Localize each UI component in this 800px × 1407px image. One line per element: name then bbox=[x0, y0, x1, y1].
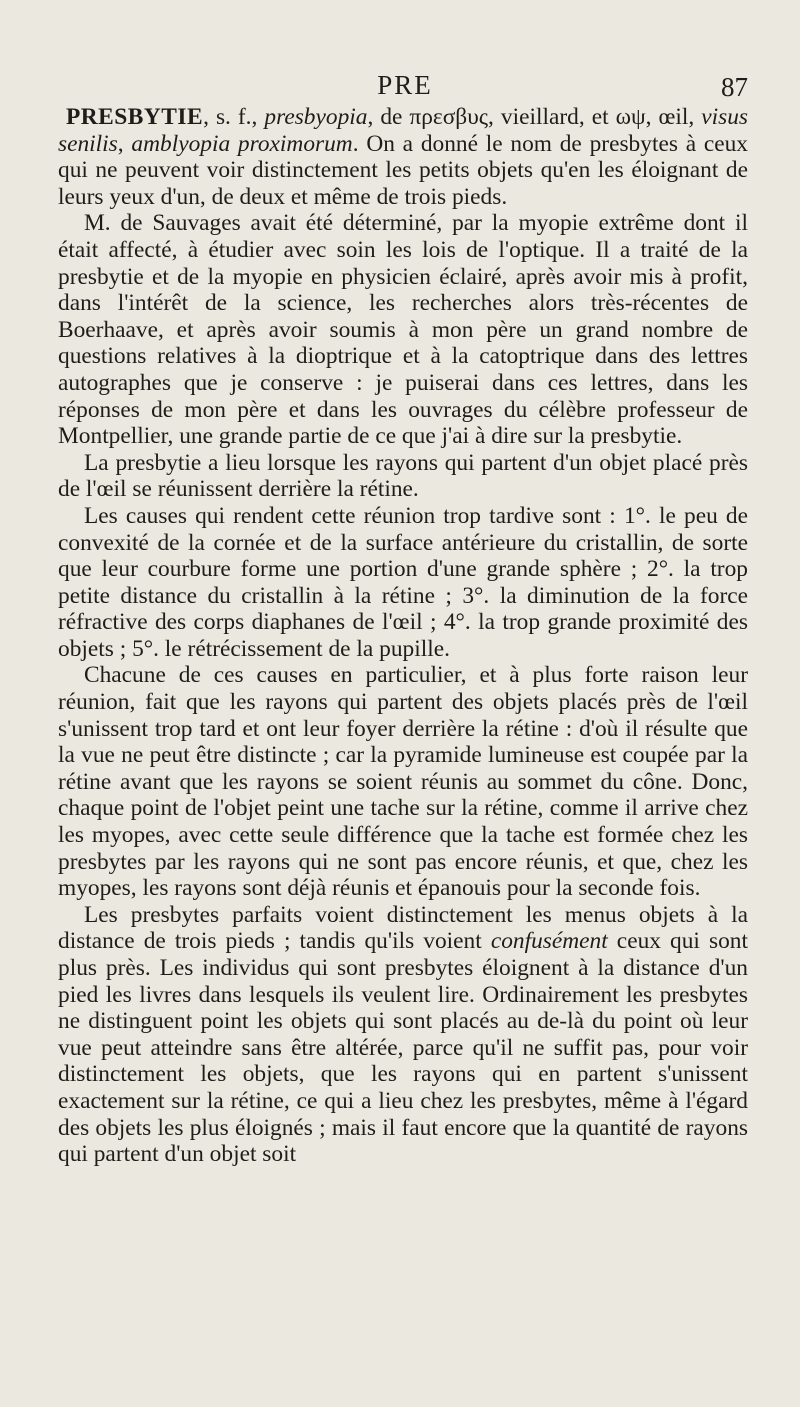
entry-latin-term: visus senilis bbox=[58, 104, 749, 157]
entry-latin-term: amblyopia proximorum bbox=[131, 130, 353, 157]
paragraph-entry bbox=[58, 104, 748, 210]
entry-text: , s. f., bbox=[203, 104, 265, 130]
entry-text: , de πρεσβυς, vieillard, et ωψ, œil, bbox=[367, 104, 702, 130]
paragraph: Chacune de ces causes en particulier, et à plus forte raison leur réunion, fait que les rayons qui partent des objets placés près de l'œil s'unissent trop tard et ont leur foyer derrière la rétine : d'où il résulte que la vue ne peut être distincte ; car la pyramide lumineuse est coupée par la rétine avant que les rayons se soient réunis au sommet du cône. Donc, chaque point de l'objet peint une tache sur la rétine, comme il arrive chez les myopes, avec cette seule différence que la tache est formée chez les presbytes par les rayons qui ne sont pas encore réunis, et que, chez les myopes, les rayons sont déjà réunis et épanouis pour la seconde fois. bbox=[58, 662, 748, 902]
paragraph bbox=[58, 902, 748, 1168]
paragraph: Les causes qui rendent cette réunion trop tardive sont : 1°. le peu de convexité de la cornée et de la surface antérieure du cristallin, de sorte que leur courbure forme une portion d'une grande sphère ; 2°. la trop petite distance du cristallin à la rétine ; 3°. la diminution de la force réfractive des corps diaphanes de l'œil ; 4°. la trop grande proximité des objets ; 5°. le rétrécissement de la pupille. bbox=[58, 502, 748, 662]
paragraph: M. de Sauvages avait été déterminé, par la myopie extrême dont il était affecté, à étudier avec soin les lois de l'optique. Il a traité de la presbytie et de la myopie en physicien éclairé, après avoir mis à profit, dans l'intérêt de la science, les recherches alors très-récentes de Boerhaave, et après avoir soumis à mon père un grand nombre de questions relatives à la dioptrique et à la catoptrique dans des lettres autographes que je conserve : je puiserai dans ces lettres, dans les réponses de mon père et dans les ouvrages du célèbre professeur de Montpellier, une grande partie de ce que j'ai à dire sur la presbytie. bbox=[58, 210, 748, 450]
paragraph-text: ceux qui sont plus près. Les individus qui sont presbytes éloignent à la distance d'un pied les livres dans lesquels ils veulent lire. Ordinairement les presbytes ne distinguent point les objets qui sont placés au de-là du point où leur vue peut atteindre sans être altérée, parce qu'il ne suffit pas, pour voir distinctement les objets, que les rayons qui en partent s'unissent exactement sur la rétine, ce qui a lieu chez les presbytes, même à l'égard des objets les plus éloignés ; mais il faut encore que la quantité de rayons qui partent d'un objet soit bbox=[58, 928, 748, 1168]
running-head-title: PRE bbox=[377, 70, 433, 100]
paragraph-text: Les presbytes parfaits voient distinctement les menus objets à la distance de trois pieds ; tandis qu'ils voient bbox=[58, 901, 748, 955]
body-text bbox=[58, 104, 748, 1168]
running-head bbox=[62, 70, 748, 104]
emphasis-text: confusément bbox=[490, 928, 608, 955]
headword: PRESBYTIE bbox=[66, 104, 204, 130]
entry-text: , bbox=[117, 130, 132, 157]
page-number: 87 bbox=[721, 72, 748, 102]
entry-latin-term: presbyopia bbox=[264, 104, 368, 130]
entry-text: . On a donné le nom de presbytes à ceux qui ne peuvent voir distinctement les petits objets qu'en les éloignant de leurs yeux d'un, de deux et même de trois pieds. bbox=[58, 130, 748, 210]
paragraph: La presbytie a lieu lorsque les rayons qui partent d'un objet placé près de l'œil se réunissent derrière la rétine. bbox=[58, 449, 748, 503]
